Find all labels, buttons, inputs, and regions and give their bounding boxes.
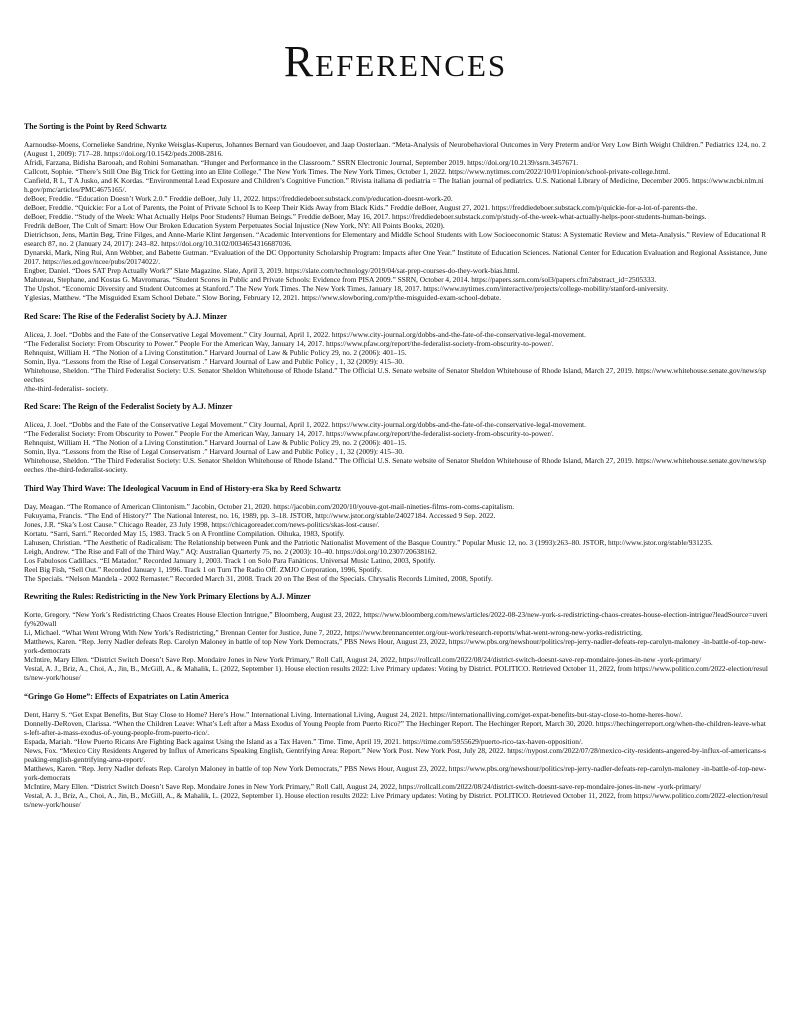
reference-section — [24, 592, 768, 682]
reference-entry: McIntire, Mary Ellen. “District Switch Doesn’t Save Rep. Mondaire Jones in New York Primary,” Roll Call, August 24, 2022, https://rollcall.com/2022/08/24/district-switch-doesnt-save-rep-mondaire-jones-in-new -york-primary/ — [24, 655, 702, 665]
reference-entry: Alicea, J. Joel. “Dobbs and the Fate of the Conservative Legal Movement.” City Journal, April 1, 2022. https://www.city-journal.org/dobbs-and-the-fate-of-the-conservative-legal-movement. — [24, 329, 586, 339]
references-list — [24, 122, 768, 819]
reference-entry: Matthews, Karen. “Rep. Jerry Nadler defeats Rep. Carolyn Maloney in battle of top New York Democrats,” PBS News Hour, August 23, 2022, https://www.pbs.org/newshour/politics/rep-jerry-nadler-defeats-rep-carolyn-maloney -in-battle-of-top-new-york-democrats — [24, 637, 767, 656]
reference-entry: Rehnquist, William H. “The Notion of a Living Constitution.” Harvard Journal of Law & Public Policy 29, no. 2 (2006): 401–15. — [24, 347, 407, 357]
reference-section — [24, 312, 768, 393]
reference-entry: Somin, Ilya. “Lessons from the Rise of Legal Conservatism .” Harvard Journal of Law and Public Policy , 1, 32 (2009): 415–30. — [24, 447, 404, 457]
reference-entry: Alicea, J. Joel. “Dobbs and the Fate of the Conservative Legal Movement.” City Journal, April 1, 2022. https://www.city-journal.org/dobbs-and-the-fate-of-the-conservative-legal-movement. — [24, 420, 586, 430]
reference-entry: Engber, Daniel. “Does SAT Prep Actually Work?” Slate Magazine. Slate, April 3, 2019. https://slate.com/technology/2019/04/sat-prep-courses-do-they-work-bias.html. — [24, 266, 520, 276]
reference-entry: Korte, Gregory. “New York’s Redistricting Chaos Creates House Election Intrigue,” Bloomberg, August 23, 2022, https://www.bloomberg.com/news/articles/2022-08-23/new-york-s-redistricting-chaos-creates-house-election-intrigue?leadSource=uverify%20wall — [24, 610, 768, 629]
reference-entry: The Specials. “Nelson Mandela - 2002 Remaster.” Recorded March 31, 2008. Track 20 on The Best of the Specials. Chrysalis Records Limited, 2008, Spotify. — [24, 573, 493, 583]
reference-entry: Callcott, Sophie. “There’s Still One Big Trick for Getting into an Elite College.” The New York Times. The New York Times, October 1, 2022. https://www.nytimes.com/2022/10/01/opinion/school-private-college.html. — [24, 167, 671, 177]
section-heading: “Gringo Go Home”: Effects of Expatriates on Latin America — [24, 691, 229, 701]
reference-entry: The Upshot. “Economic Diversity and Student Outcomes at Stanford.” The New York Times. The New York Times, January 18, 2017. https://www.nytimes.com/interactive/projects/college-mobility/stanford-university. — [24, 284, 669, 294]
reference-entry: Fredrik deBoer, The Cult of Smart: How Our Broken Education System Perpetuates Social Injustice (New York, NY: All Points Books, 2020). — [24, 221, 445, 231]
reference-section — [24, 402, 768, 474]
reference-entry: News, Fox. “Mexico City Residents Angered by Influx of Americans Speaking English, Gentrifying Area: Report.” New York Post. New York Post, July 28, 2022. https://nypost.com/2022/07/28/mexico-city-residents-angered-by-influx-of-americans-speaking-english-gentrifying-area-report/. — [24, 746, 767, 765]
reference-entry: Dent, Harry S. “Get Expat Benefits, But Stay Close to Home? Here’s How.” International Living. International Living, August 24, 2021. https://internationalliving.com/get-expat-benefits-but-stay-close-to-home-heres-how/. — [24, 710, 683, 720]
reference-entry: McIntire, Mary Ellen. “District Switch Doesn’t Save Rep. Mondaire Jones in New York Primary,” Roll Call, August 24, 2022, https://rollcall.com/2022/08/24/district-switch-doesnt-save-rep-mondaire-jones-in-new -york-primary/ — [24, 782, 702, 792]
reference-entry: Kortatu. “Sarri, Sarri.” Recorded May 15, 1983. Track 5 on A Frontline Compilation. Oihuka, 1983, Spotify. — [24, 528, 345, 538]
reference-entry: Leigh, Andrew. “The Rise and Fall of the Third Way.” AQ: Australian Quarterly 75, no. 2 (2003): 10–40. https://doi.org/10.2307/20638162. — [24, 546, 437, 556]
reference-section — [24, 484, 768, 583]
reference-entry: Dietrichson, Jens, Martin Bøg, Trine Filges, and Anne-Marie Klint Jørgensen. “Academic Interventions for Elementary and Middle School Students with Low Socioeconomic Status: A Systematic Review and Meta-Analysis.” Review of Educational Research 87, no. 2 (January 24, 2017): 243–82. https://doi.org/10.3102/0034654316687036. — [24, 230, 767, 249]
reference-entry: deBoer, Freddie. “Quickie: For a Lot of Parents, the Point of Private School Is to Keep Their Kids Away from Black Kids.” Freddie deBoer, August 27, 2021. https://freddiedeboer.substack.com/p/quickie-for-a-lot-of-parents-the. — [24, 203, 698, 213]
section-heading: Third Way Third Wave: The Ideological Vacuum in End of History-era Ska by Reed Schwartz — [24, 483, 341, 493]
reference-entry: Mahuteau, Stephane, and Kostas G. Mavromaras. “Student Scores in Public and Private Schools: Evidence from PISA 2009.” SSRN, October 4, 2014. https://papers.ssrn.com/sol3/papers.cfm?abstract_id=2505333. — [24, 275, 657, 285]
section-heading: Red Scare: The Rise of the Federalist Society by A.J. Minzer — [24, 311, 228, 321]
reference-entry: Li, Michael. “What Went Wrong With New York’s Redistricting,” Brennan Center for Justice, June 7, 2022, https://www.brennancenter.org/our-work/research-reports/what-went-wrong-new-yorks-redistricting. — [24, 628, 643, 638]
reference-entry: Fukuyama, Francis. “The End of History?” The National Interest, no. 16, 1989, pp. 3–18. JSTOR, http://www.jstor.org/stable/24027184. Accessed 9 Sep. 2022. — [24, 510, 496, 520]
reference-entry: Reel Big Fish, “Sell Out.” Recorded January 1, 1996. Track 1 on Turn The Radio Off. ZMJO Corporation, 1996, Spotify. — [24, 564, 382, 574]
reference-entry: “The Federalist Society: From Obscurity to Power.” People For the American Way, January 14, 2017. https://www.pfaw.org/report/the-federalist-society-from-obscurity-to-power/. — [24, 338, 554, 348]
section-heading: Rewriting the Rules: Redistricting in the New York Primary Elections by A.J. Minzer — [24, 592, 311, 602]
reference-entry: deBoer, Freddie. “Education Doesn’t Work 2.0.” Freddie deBoer, July 11, 2022. https://freddiedeboer.substack.com/p/education-doesnt-work-20. — [24, 194, 453, 204]
reference-entry: Espada, Mariah. “How Puerto Ricans Are Fighting Back against Using the Island as a Tax Haven.” Time. Time, April 19, 2021. https://time.com/5955629/puerto-rico-tax-haven-opposition/. — [24, 737, 583, 747]
reference-entry: Rehnquist, William H. “The Notion of a Living Constitution.” Harvard Journal of Law & Public Policy 29, no. 2 (2006): 401–15. — [24, 438, 407, 448]
reference-section — [24, 692, 768, 809]
reference-entry: Donnelly-DeRoven, Clarissa. “When the Children Leave: What’s Left after a Mass Exodus of Young People from Puerto Rico?” The Hechinger Report. The Hechinger Report, March 30, 2020. https://hechingerreport.org/when-the-children-leave-whats-left-after-a-mass-exodus-of-young-people-from-puerto-rico/. — [24, 719, 766, 738]
reference-entry: “The Federalist Society: From Obscurity to Power.” People For the American Way, January 14, 2017. https://www.pfaw.org/report/the-federalist-society-from-obscurity-to-power/. — [24, 429, 554, 439]
reference-entry: Somin, Ilya. “Lessons from the Rise of Legal Conservatism .” Harvard Journal of Law and Public Policy , 1, 32 (2009): 415–30. — [24, 356, 404, 366]
section-heading: The Sorting is the Point by Reed Schwartz — [24, 122, 167, 131]
reference-entry: Whitehouse, Sheldon. “The Third Federalist Society: U.S. Senator Sheldon Whitehouse of Rhode Island.” The Official U.S. Senate website of Senator Sheldon Whitehouse of Rhode Island, March 27, 2019. https://www.whitehouse.senate.gov/news/speeches — [24, 365, 767, 384]
reference-entry: Lahusen, Christian. “The Aesthetic of Radicalism: The Relationship between Punk and the Patriotic Nationalist Movement of the Basque Country.” Popular Music 12, no. 3 (1993):263–80. JSTOR, http://www.jstor.org/stable/931235. — [24, 537, 713, 547]
reference-section — [24, 122, 768, 302]
reference-entry: Vestal, A. J., Briz, A., Choi, A., Jin, B., McGill, A., & Mahalik, L. (2022, September 1). House election results 2022: Live Primary updates: Voting by District. POLITICO. Retrieved October 11, 2022, from https://www.politico.com/2022-election/results/new-york/house/ — [24, 791, 768, 810]
reference-entry: Whitehouse, Sheldon. “The Third Federalist Society: U.S. Senator Sheldon Whitehouse of Rhode Island.” The Official U.S. Senate website of Senator Sheldon Whitehouse of Rhode Island, March 27, 2019. https://www.whitehouse.senate.gov/news/speeches /the-third-federalist-society. — [24, 456, 767, 475]
reference-entry: /the-third-federalist- society. — [24, 383, 109, 393]
reference-entry: Los Fabulosos Cadillacs. “El Matador.” Recorded January 1, 2003. Track 1 on Solo Para Fanáticos. Universal Music Latino, 2003, Spotify. — [24, 555, 436, 565]
reference-entry: Aarnoudse-Moens, Cornelieke Sandrine, Nynke Weisglas-Kuperus, Johannes Bernard van Goudoever, and Jaap Oosterlaan. “Meta-Analysis of Neurobehavioral Outcomes in Very Preterm and/or Very Low Birth Weight Children.” Pediatrics 124, no. 2 (August 1, 2009): 717–28. https://doi.org/10.1542/peds.2008-2816. — [24, 140, 766, 159]
reference-entry: Jones, J.R. “Ska’s Lost Cause.” Chicago Reader, 23 July 1998, https://chicagoreader.com/news-politics/skas-lost-cause/. — [24, 519, 380, 529]
page-title: References — [283, 37, 508, 86]
reference-entry: Day, Meagan. “The Romance of American Clintonism.” Jacobin, October 21, 2020. https://jacobin.com/2020/10/youve-got-mail-nineties-films-rom-coms-capitalism. — [24, 501, 515, 511]
reference-entry: Dynarski, Mark, Ning Rui, Ann Webber, and Babette Gutman. “Evaluation of the DC Opportunity Scholarship Program: Impacts after One Year.” Institute of Education Sciences. National Center for Education Evaluation and Regional Assistance, June 2017. https://ies.ed.gov/ncee/pubs/20174022/. — [24, 248, 767, 267]
reference-entry: Canfield, R L, T A Jusko, and K Kordas. “Environmental Lead Exposure and Children’s Cognitive Function.” Rivista italiana di pediatria = The Italian journal of pediatrics. U.S. National Library of Medicine, December 2005. https://www.ncbi.nlm.nih.gov/pmc/articles/PMC4675165/. — [24, 176, 764, 195]
reference-entry: Matthews, Karen. “Rep. Jerry Nadler defeats Rep. Carolyn Maloney in battle of top New York Democrats,” PBS News Hour, August 23, 2022, https://www.pbs.org/newshour/politics/rep-jerry-nadler-defeats-rep-carolyn-maloney -in-battle-of-top-new-york-democrats — [24, 764, 767, 783]
reference-entry: Yglesias, Matthew. “The Misguided Exam School Debate.” Slow Boring, February 12, 2021. https://www.slowboring.com/p/the-misguided-exam-school-debate. — [24, 293, 502, 303]
reference-entry: deBoer, Freddie. “Study of the Week: What Actually Helps Poor Students? Human Beings.” Freddie deBoer, May 16, 2017. https://freddiedeboer.substack.com/p/study-of-the-week-what-actually-helps-poor-students-human-beings. — [24, 212, 707, 222]
section-heading: Red Scare: The Reign of the Federalist Society by A.J. Minzer — [24, 402, 233, 412]
reference-entry: Afridi, Farzana, Bidisha Barooah, and Rohini Somanathan. “Hunger and Performance in the Classroom.” SSRN Electronic Journal, September 2019. https://doi.org/10.2139/ssrn.3457671. — [24, 158, 579, 168]
reference-entry: Vestal, A. J., Briz, A., Choi, A., Jin, B., McGill, A., & Mahalik, L. (2022, September 1). House election results 2022: Live Primary updates: Voting by District. POLITICO. Retrieved October 11, 2022, from https://www.politico.com/2022-election/results/new-york/house/ — [24, 664, 768, 683]
